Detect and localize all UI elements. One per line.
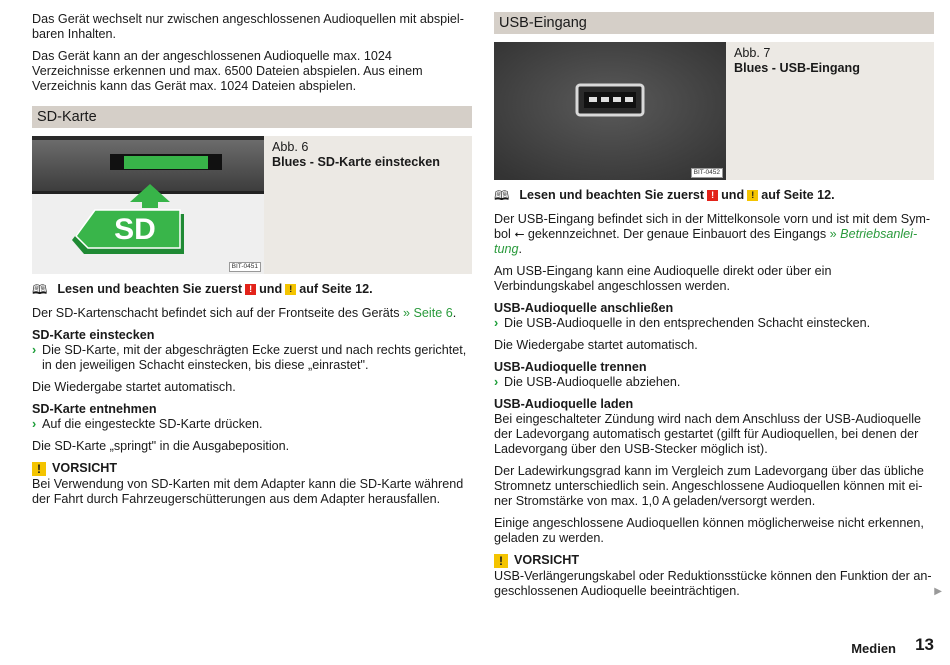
step-arrow-icon: › [494, 316, 499, 330]
caution-title: VORSICHT [514, 553, 580, 567]
read-note-middle: und [721, 188, 745, 202]
usb-symbol-icon: ⭠ [514, 227, 525, 241]
remove-step-text: Auf die eingesteckte SD-Karte drücken. [42, 417, 263, 431]
insert-heading: SD-Karte einstecken [32, 328, 155, 342]
caution-text: USB-Verlängerungskabel oder Reduktionsstücke können den Funktion der an-geschlossenen Audioquelle beeinträchtigen. [494, 569, 932, 598]
usb-connect-info: Am USB-Eingang kann eine Audioquelle direkt oder über ein Verbindungskabel angeschlossen werden. [494, 264, 832, 293]
footer-section: Medien [851, 641, 896, 656]
remove-result: Die SD-Karte „springt" in die Ausgabeposition. [32, 439, 290, 453]
caution-icon: ! [32, 462, 46, 476]
read-note-prefix: Lesen und beachten Sie zuerst [57, 282, 243, 296]
right-column [494, 12, 934, 606]
sd-slot-location [32, 306, 472, 321]
sd-slot-text: Der SD-Kartenschacht befindet sich auf der Frontseite des Geräts [32, 306, 403, 320]
intro-paragraph-2: Das Gerät kann an der angeschlossenen Audioquelle max. 1024 Verzeichnisse erkennen und max. 6500 Dateien abspielen. Aus einem Verzeichnis kann das Gerät max. 1024 Dateien abspielen. [32, 49, 423, 93]
figure-sd-card [32, 136, 472, 274]
disconnect-heading: USB-Audioquelle trennen [494, 360, 647, 374]
caution-icon: ! [494, 554, 508, 568]
warning-red-icon: ! [245, 284, 256, 295]
figure-title: Blues - USB-Eingang [734, 61, 860, 75]
left-column [32, 12, 472, 514]
figure-number: Abb. 6 [272, 140, 309, 154]
efficiency-text: Der Ladewirkungsgrad kann im Vergleich zum Ladevorgang über das übliche Stromnetz unterschiedlich sein. Angeschlossene Audioquellen können mit ei-ner Stromstärke von max. 1,0 A geladen/versorgt werden. [494, 464, 924, 508]
caution-heading [32, 461, 472, 476]
page-6-link[interactable]: » Seite 6 [403, 306, 453, 320]
warning-red-icon: ! [707, 190, 718, 201]
remove-heading: SD-Karte entnehmen [32, 402, 157, 416]
sd-card-illustration [32, 136, 264, 274]
figure-usb [494, 42, 934, 180]
read-note-prefix: Lesen und beachten Sie zuerst [519, 188, 705, 202]
read-note [32, 282, 472, 297]
sd-slot-period: . [452, 306, 457, 320]
recognize-text: Einige angeschlossene Audioquellen können möglicherweise nicht erkennen, geladen zu werden. [494, 516, 924, 545]
usb-location-text: Der USB-Eingang befindet sich in der Mittelkonsole vorn und ist mit dem Sym-bol [494, 212, 931, 241]
manual-link-text: Betriebsanlei-tung [494, 227, 918, 256]
connect-step [494, 316, 934, 331]
figure-caption [264, 136, 440, 274]
charge-text: Bei eingeschalteter Zündung wird nach dem Anschluss der USB-Audioquelle der Ladevorgang automatisch gestartet (gilft für Audioquellen, bei denen der Ladevorgang über den USB-Stecker möglich ist). [494, 412, 922, 456]
step-arrow-icon: › [32, 417, 37, 431]
usb-location-period: . [518, 242, 523, 256]
sd-card-label: SD [114, 213, 156, 246]
book-icon: 🕮 [32, 282, 48, 297]
step-arrow-icon: › [494, 375, 499, 389]
figure-caption [726, 42, 860, 180]
section-title-sd-card: SD-Karte [32, 106, 472, 128]
caution-title: VORSICHT [52, 461, 118, 475]
section-title-usb: USB-Eingang [494, 12, 934, 34]
continue-arrow-icon: ▶ [934, 586, 942, 597]
intro-paragraph-1: Das Gerät wechselt nur zwischen angeschlossenen Audioquellen mit abspiel-baren Inhalten. [32, 12, 464, 41]
connect-step-text: Die USB-Audioquelle in den entsprechenden Schacht einstecken. [504, 316, 871, 330]
caution-heading [494, 553, 934, 568]
usb-location-mid: gekennzeichnet. Der genaue Einbauort des Eingangs [524, 227, 830, 241]
manual-link-arrows: » [829, 227, 841, 241]
insert-step-text: Die SD-Karte, mit der abgeschrägten Ecke zuerst und nach rechts gerichtet, in den jeweiligen Schacht einstecken, bis diese „einrastet". [42, 343, 467, 372]
figure-code: BIT-0452 [691, 168, 723, 178]
book-icon: 🕮 [494, 188, 510, 203]
disconnect-step [494, 375, 934, 390]
read-note-suffix: auf Seite 12. [299, 282, 373, 296]
connect-result: Die Wiedergabe startet automatisch. [494, 338, 698, 352]
warning-yellow-icon: ! [747, 190, 758, 201]
remove-step [32, 417, 472, 432]
page-number: 13 [915, 635, 934, 654]
caution-text: Bei Verwendung von SD-Karten mit dem Adapter kann die SD-Karte während der Fahrt durch Fahrzeugerschütterungen aus dem Adapter herausfallen. [32, 477, 464, 506]
usb-location [494, 212, 934, 257]
connect-heading: USB-Audioquelle anschließen [494, 301, 674, 315]
insert-result: Die Wiedergabe startet automatisch. [32, 380, 236, 394]
figure-code: BIT-0451 [229, 262, 261, 272]
charge-heading: USB-Audioquelle laden [494, 397, 634, 411]
usb-port-illustration [494, 42, 726, 180]
figure-number: Abb. 7 [734, 46, 771, 60]
read-note-middle: und [259, 282, 283, 296]
disconnect-step-text: Die USB-Audioquelle abziehen. [504, 375, 681, 389]
insert-step [32, 343, 472, 373]
warning-yellow-icon: ! [285, 284, 296, 295]
figure-title: Blues - SD-Karte einstecken [272, 155, 440, 169]
read-note-suffix: auf Seite 12. [761, 188, 835, 202]
read-note [494, 188, 934, 203]
step-arrow-icon: › [32, 343, 37, 357]
